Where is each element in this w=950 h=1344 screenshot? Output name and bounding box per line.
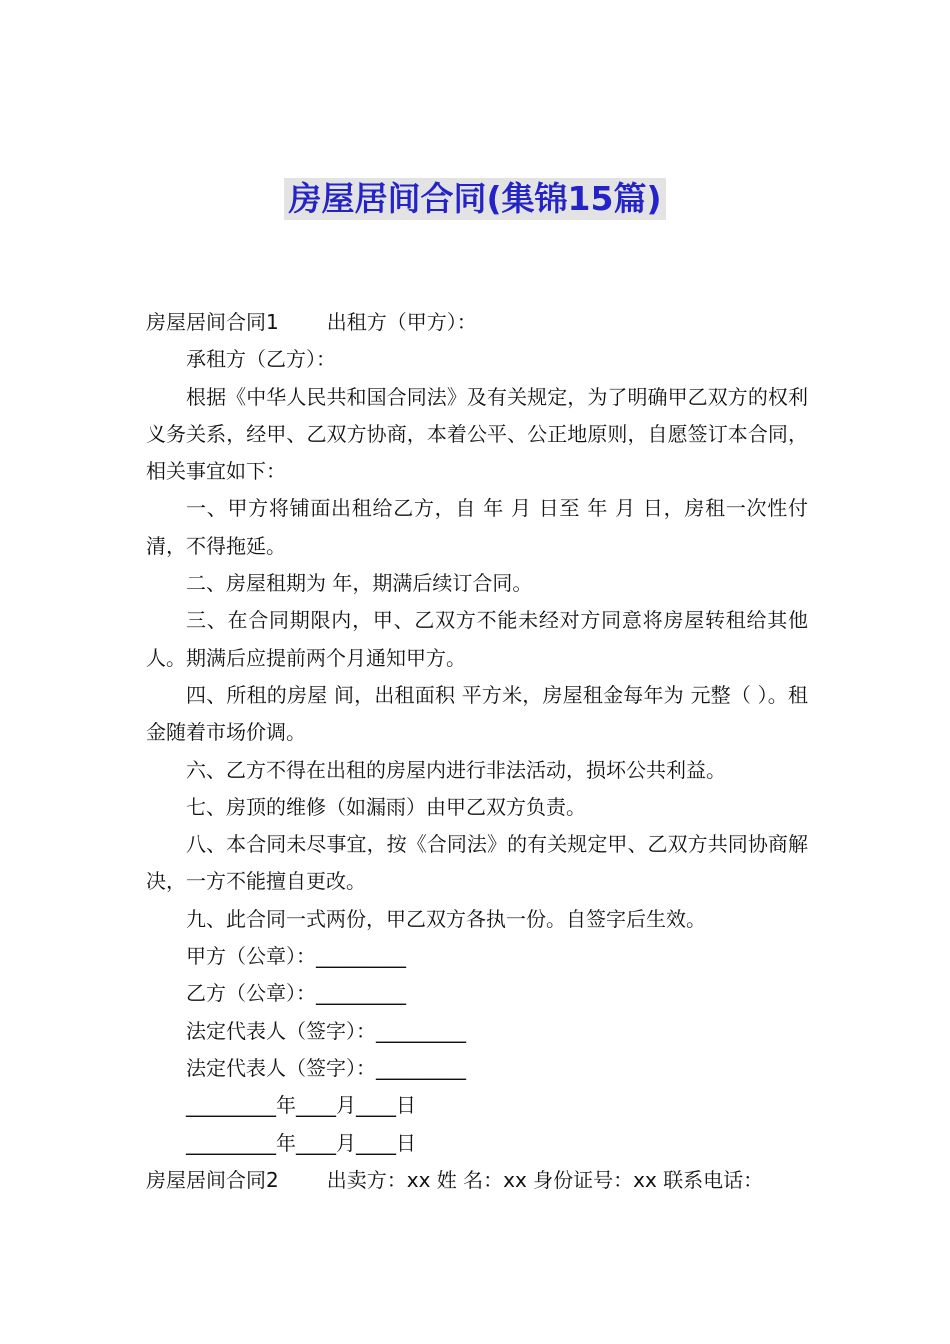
preamble-paragraph: 根据《中华人民共和国合同法》及有关规定，为了明确甲乙双方的权利义务关系，经甲、乙双方协商，本着公平、公正地原则，自愿签订本合同，相关事宜如下： — [146, 384, 808, 484]
clause-8-paragraph: 八、本合同未尽事宜，按《合同法》的有关规定甲、乙双方共同协商解决，一方不能擅自更改。 — [146, 832, 808, 894]
clause-6-paragraph: 六、乙方不得在出租的房屋内进行非法活动，损坏公共利益。 — [186, 757, 726, 782]
lessor-line: 出租方（甲方）： — [326, 310, 477, 334]
date-line-a: _________年____月____日 — [186, 1093, 416, 1118]
contract-1-label: 房屋居间合同1 — [146, 310, 279, 334]
clause-9-paragraph: 九、此合同一式两份，甲乙双方各执一份。自签字后生效。 — [186, 906, 706, 931]
contract-2-heading-line — [146, 1162, 808, 1199]
clause-3-paragraph: 三、在合同期限内，甲、乙双方不能未经对方同意将房屋转租给其他人。期满后应提前两个月通知甲方。 — [146, 608, 808, 670]
lessee-line: 承租方（乙方）： — [186, 347, 336, 372]
document-title: 房屋居间合同(集锦15篇) — [284, 178, 665, 220]
seller-info-line: 出卖方：xx 姓 名：xx 身份证号：xx 联系电话： — [326, 1167, 764, 1192]
clause-1-paragraph: 一、甲方将铺面出租给乙方，自 年 月 日至 年 月 日，房租一次性付清，不得拖延。 — [146, 496, 808, 558]
clause-7-paragraph: 七、房顶的维修（如漏雨）由甲乙双方负责。 — [186, 794, 586, 819]
clause-4-paragraph: 四、所租的房屋 间，出租面积 平方米，房屋租金每年为 元整（ ）。租金随着市场价调。 — [146, 682, 808, 745]
party-b-seal-line: 乙方（公章）：_________ — [186, 981, 406, 1006]
contract-2-label: 房屋居间合同2 — [146, 1167, 279, 1192]
contract-1-heading-line — [146, 304, 808, 341]
party-a-seal-line: 甲方（公章）：_________ — [186, 944, 406, 969]
representative-a-signature-line: 法定代表人（签字）：_________ — [186, 1018, 466, 1043]
document-body — [146, 304, 808, 1199]
clause-2-paragraph: 二、房屋租期为 年，期满后续订合同。 — [186, 571, 533, 596]
date-line-b: _________年____月____日 — [186, 1130, 416, 1155]
title-container — [0, 178, 950, 220]
representative-b-signature-line: 法定代表人（签字）：_________ — [186, 1055, 466, 1080]
